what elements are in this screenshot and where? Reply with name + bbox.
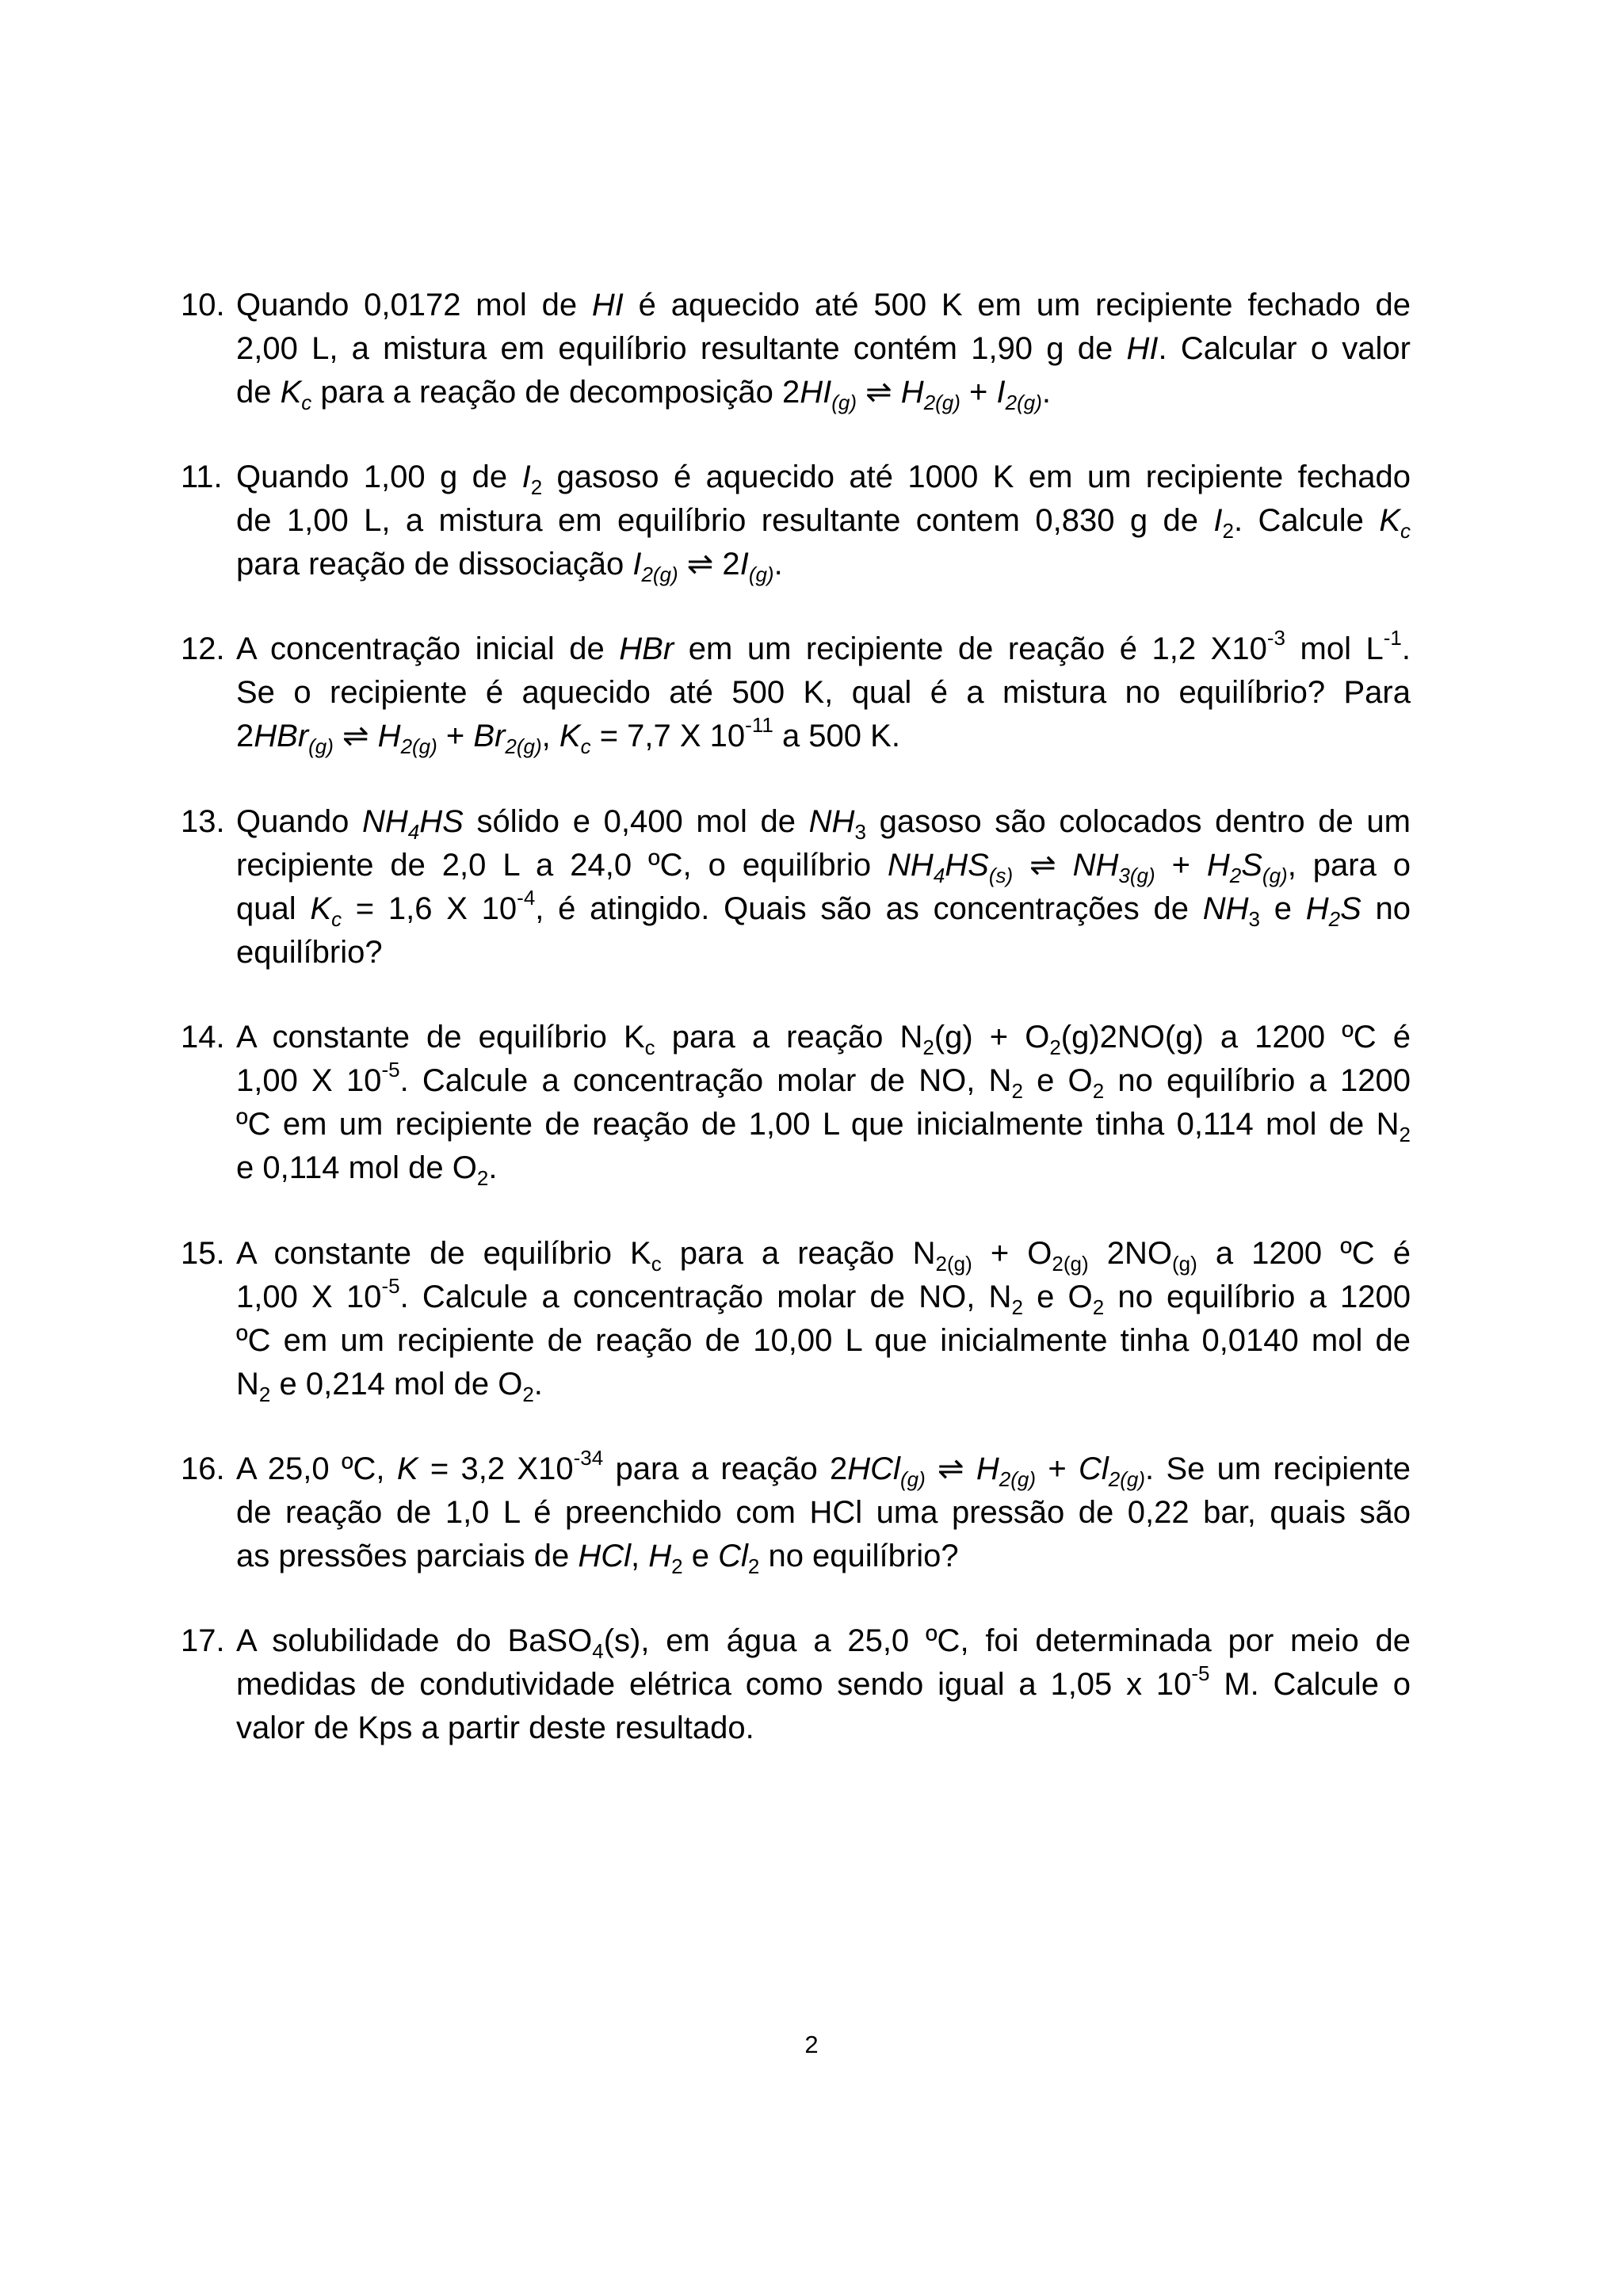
question-text (236, 284, 1411, 414)
question-line: A constante de equilíbrio $K_c$ para a reação $N_2(g) + O_2(g)2NO(g)$ a 1200 ºC é (236, 1020, 1411, 1059)
question-number: 13. (181, 804, 225, 839)
question-number: 14. (181, 1020, 225, 1055)
question-line: para reação de dissociação $I_{2(g)}$ ⇌ $2I_{(g)}$. (236, 547, 783, 586)
question-text (236, 800, 1411, 974)
question-number: 12. (181, 631, 225, 666)
question-text (236, 456, 1411, 586)
question-line: A 25,0 ºC, K = 3,2 $X10^{-34}$ para a reação 2HCl$_{(g)}$ ⇌ $H_{2(g)} + Cl_{2(g)}$. Se um recipiente (236, 1446, 1411, 1491)
question-line: Quando $NH_4HS$ sólido e 0,400 mol de $NH_3$ gasoso são colocados dentro de um (236, 804, 1411, 844)
question-text (236, 1619, 1411, 1750)
question-line: e 0,114 mol de $O_2$. (236, 1150, 498, 1190)
question-line: A solubilidade do BaSO$_4$(s), em água a 25,0 ºC, foi determinada por meio de (236, 1623, 1411, 1663)
question-16 (181, 1447, 1411, 1578)
question-line: 1,00 X $10^{-5}$. Calcule a concentração molar de NO, $N_2$ e $O_2$ no equilíbrio a 1200 (236, 1058, 1411, 1103)
question-17 (181, 1619, 1411, 1750)
question-line: equilíbrio? (236, 935, 383, 970)
question-number: 16. (181, 1451, 225, 1486)
question-number: 17. (181, 1623, 225, 1658)
question-11 (181, 456, 1411, 586)
question-line: ºC em um recipiente de reação de 10,00 L que inicialmente tinha 0,0140 mol de (236, 1323, 1411, 1358)
question-12 (181, 627, 1411, 758)
page-number: 2 (804, 2031, 819, 2058)
question-line: 2,00 L, a mistura em equilíbrio resultante contém 1,90 g de HI. Calcular o valor (236, 331, 1411, 366)
question-text (236, 627, 1411, 758)
question-15 (181, 1232, 1411, 1406)
question-line: valor de Kps a partir deste resultado. (236, 1711, 754, 1745)
question-14 (181, 1016, 1411, 1190)
question-13 (181, 800, 1411, 974)
question-text (236, 1232, 1411, 1406)
question-text (236, 1447, 1411, 1578)
question-line: de $K_c$ para a reação de decomposição $2HI_{(g)}$ ⇌ $H_{2(g)} + I_{2(g)}$. (236, 375, 1052, 414)
question-line: as pressões parciais de HCl, $H_2$ e $Cl_2$ no equilíbrio? (236, 1539, 959, 1578)
question-line: de 1,00 L, a mistura em equilíbrio resultante contem 0,830 g de $I_2$. Calcule $K_c$ (236, 503, 1411, 543)
question-line: A constante de equilíbrio $K_c$ para a reação $N_{2(g)} + O_{2(g)}$ $2NO_{(g)}$ a 1200 ºC é (236, 1236, 1411, 1276)
question-line: Quando 0,0172 mol de HI é aquecido até 500 K em um recipiente fechado de (236, 288, 1411, 322)
question-number: 10. (181, 288, 225, 322)
question-line: 2HBr$_{(g)}$ ⇌ $H_{2(g)} + Br_{2(g)}$, $K_c = 7,7$ X $10^{-11}$ a 500 K. (236, 713, 900, 758)
question-line: qual $K_c = 1,6$ X $10^{-4}$, é atingido. Quais são as concentrações de $NH_3$ e $H_2S$ no (236, 886, 1411, 931)
question-line: recipiente de 2,0 L a 24,0 ºC, o equilíbrio $NH_4HS_{(s)}$ ⇌ $NH_{3(g)} + H_2S_{(g)}$, para o (236, 848, 1411, 887)
question-line: Quando 1,00 g de $I_2$ gasoso é aquecido até 1000 K em um recipiente fechado (236, 460, 1411, 499)
question-line: Se o recipiente é aquecido até 500 K, qual é a mistura no equilíbrio? Para (236, 675, 1411, 710)
question-text (236, 1016, 1411, 1190)
question-line: ºC em um recipiente de reação de 1,00 L que inicialmente tinha 0,114 mol de $N_2$ (236, 1107, 1411, 1146)
question-10 (181, 284, 1411, 414)
question-number: 15. (181, 1236, 225, 1271)
question-line: A concentração inicial de HBr em um recipiente de reação é 1,2 $X10^{-3}$ mol $L^{-1}$. (236, 626, 1411, 666)
question-number: 11. (181, 460, 223, 494)
question-line: medidas de condutividade elétrica como sendo igual a 1,05 x $10^{-5}$ M. Calcule o (236, 1661, 1411, 1702)
question-line: 1,00 X $10^{-5}$. Calcule a concentração molar de NO, $N_2$ e $O_2$ no equilíbrio a 1200 (236, 1274, 1411, 1319)
question-line: de reação de 1,0 L é preenchido com HCl uma pressão de 0,22 bar, quais são (236, 1495, 1411, 1530)
question-line: $N_2$ e 0,214 mol de $O_2$. (236, 1367, 543, 1406)
